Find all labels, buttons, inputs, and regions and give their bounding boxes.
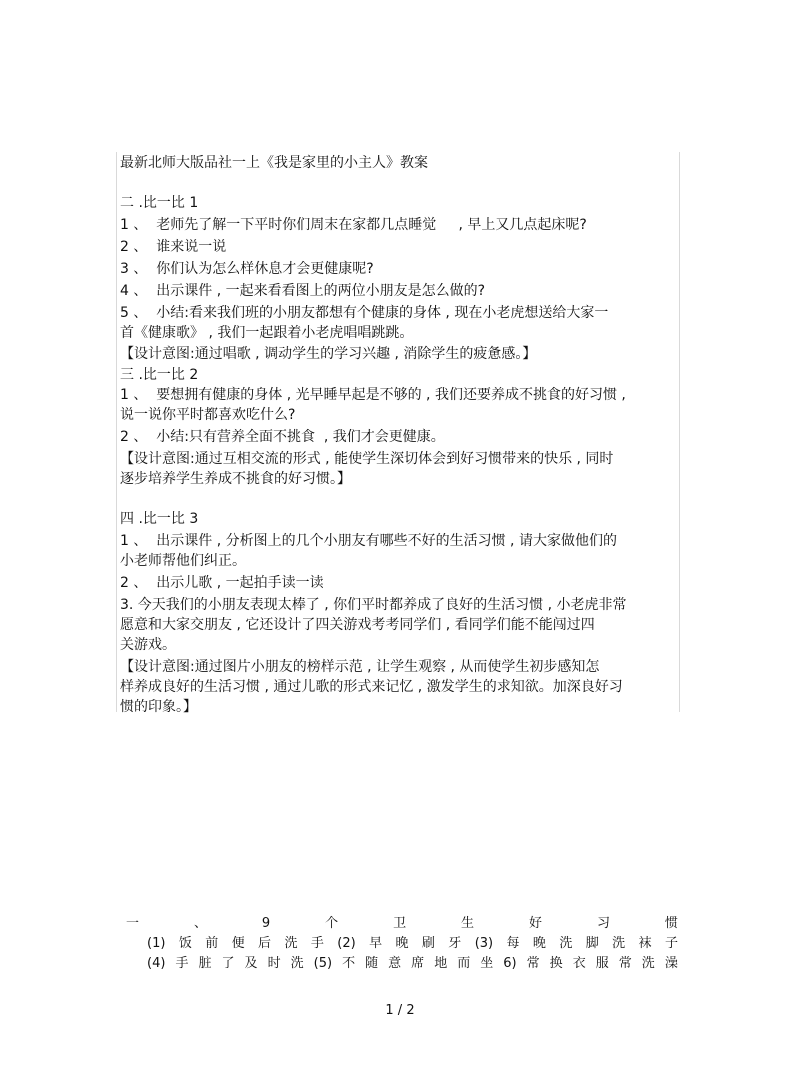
heading-char: 生 (461, 916, 475, 931)
habit-char: 服 (595, 956, 609, 971)
habit-char: 6) (503, 956, 517, 971)
text-line: 四 .比一比 3 (120, 511, 199, 527)
habit-char: 饭 (178, 936, 192, 951)
habit-char: 地 (434, 956, 448, 971)
habit-char: 及 (244, 956, 258, 971)
heading-char: 习 (596, 916, 610, 931)
habit-char: 洗 (284, 936, 298, 951)
text-line: 【设计意图:通过图片小朋友的榜样示范 , 让学生观察 , 从而使学生初步感知怎 (120, 659, 600, 675)
habit-char: 常 (618, 956, 632, 971)
habit-char: 澡 (664, 956, 678, 971)
habit-char: 便 (231, 936, 245, 951)
habits-heading (126, 915, 678, 933)
text-line: 3. 今天我们的小朋友表现太棒了 , 你们平时都养成了良好的生活习惯 , 小老虎非常 (120, 597, 627, 613)
text-line: 2 、 谁来说一说 (120, 239, 227, 255)
text-line: 2 、 出示儿歌 , 一起拍手读一读 (120, 575, 324, 591)
habit-char: 晚 (395, 936, 409, 951)
habit-char: 坐 (480, 956, 494, 971)
heading-char: 卫 (393, 916, 407, 931)
habit-char: (1) (147, 936, 166, 951)
heading-char: 个 (325, 916, 339, 931)
habit-char: 席 (411, 956, 425, 971)
habit-char: 洗 (641, 956, 655, 971)
heading-char: 、 (193, 916, 207, 931)
text-line: 1 、 出示课件 , 分析图上的几个小朋友有哪些不好的生活习惯 , 请大家做他们的 (120, 533, 617, 549)
habit-char: 晚 (532, 936, 546, 951)
text-line: 5 、 小结:看来我们班的小朋友都想有个健康的身体 , 现在小老虎想送给大家一 (120, 305, 609, 321)
heading-char: 好 (528, 916, 542, 931)
text-line: 3 、 你们认为怎么样休息才会更健康呢? (120, 261, 374, 277)
text-line: 1 、 要想拥有健康的身体 , 光早睡早起是不够的 , 我们还要养成不挑食的好习惯 , (120, 387, 626, 403)
habit-char: 洗 (612, 936, 626, 951)
habit-char: 意 (388, 956, 402, 971)
habit-char: 时 (267, 956, 281, 971)
text-line: 2 、 小结:只有营养全面不挑食 , 我们才会更健康。 (120, 429, 445, 445)
text-line: 逐步培养学生养成不挑食的好习惯。】 (120, 471, 351, 487)
text-line: 说一说你平时都喜欢吃什么? (120, 407, 296, 423)
left-margin-line (116, 152, 117, 712)
habit-char: 每 (506, 936, 520, 951)
text-line: 4 、 出示课件 , 一起来看看图上的两位小朋友是怎么做的? (120, 283, 486, 299)
text-line: 愿意和大家交朋友 , 它还设计了四关游戏考考同学们 , 看同学们能不能闯过四 (120, 617, 595, 633)
habit-char: 手 (175, 956, 189, 971)
habit-char: 洗 (290, 956, 304, 971)
habit-char: (5) (313, 956, 333, 971)
habit-char: 常 (526, 956, 540, 971)
habit-char: 后 (258, 936, 272, 951)
habit-char: 衣 (572, 956, 586, 971)
habit-char: 前 (205, 936, 219, 951)
text-line: 样养成良好的生活习惯 , 通过儿歌的形式来记忆 , 激发学生的求知欲。加深良好习 (120, 679, 623, 695)
habit-char: 洗 (559, 936, 573, 951)
heading-char: 一 (126, 916, 140, 931)
habits-row-1 (147, 935, 678, 953)
habit-char: 脏 (198, 956, 212, 971)
habit-char: 脚 (585, 936, 599, 951)
habit-char: (2) (337, 936, 356, 951)
habit-char: (3) (474, 936, 494, 951)
page-number: 1 / 2 (385, 1003, 415, 1018)
habit-char: (4) (147, 956, 166, 971)
habit-char: 子 (664, 936, 678, 951)
heading-char: 9 (261, 916, 271, 931)
text-line: 小老师帮他们纠正。 (120, 553, 246, 569)
habit-char: 手 (310, 936, 324, 951)
heading-char: 惯 (664, 916, 678, 931)
habit-char: 了 (221, 956, 235, 971)
text-line: 三 .比一比 2 (120, 367, 199, 383)
habit-char: 而 (457, 956, 471, 971)
right-margin-line (679, 152, 680, 712)
habit-char: 刷 (421, 936, 435, 951)
text-line: 惯的印象。】 (120, 699, 197, 715)
text-line: 【设计意图:通过互相交流的形式 , 能使学生深切体会到好习惯带来的快乐 , 同时 (120, 451, 614, 467)
habits-row-2 (147, 955, 678, 973)
text-line: 【设计意图:通过唱歌 , 调动学生的学习兴趣 , 消除学生的疲惫感。】 (120, 346, 537, 362)
doc-title: 最新北师大版品社一上《我是家里的小主人》教案 (120, 155, 428, 171)
habit-char: 随 (365, 956, 379, 971)
text-line: 二 .比一比 1 (120, 195, 199, 211)
text-line: 首《健康歌》 , 我们一起跟着小老虎唱唱跳跳。 (120, 325, 414, 341)
text-line: 1 、 老师先了解一下平时你们周末在家都几点睡觉 , 早上又几点起床呢? (120, 217, 587, 233)
habit-char: 换 (549, 956, 563, 971)
habit-char: 早 (369, 936, 383, 951)
text-line: 关游戏。 (120, 637, 176, 653)
habit-char: 不 (342, 956, 356, 971)
habit-char: 牙 (448, 936, 462, 951)
habit-char: 袜 (638, 936, 652, 951)
